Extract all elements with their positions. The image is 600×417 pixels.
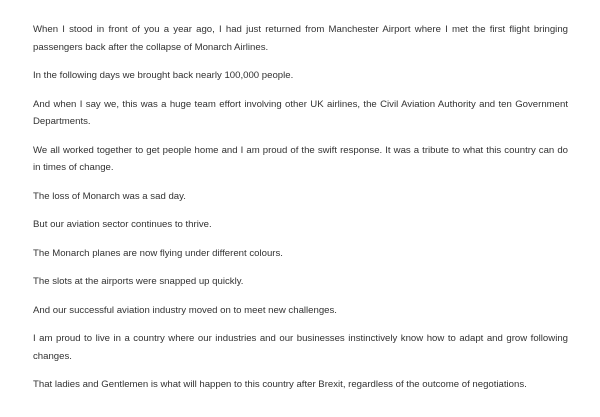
text-line: Departments. [33, 116, 91, 127]
text-line: passengers back after the collapse of Monarch Airlines. [33, 41, 269, 53]
text-line: And our successful aviation industry moved on to meet new challenges. [33, 304, 337, 316]
paragraph [33, 67, 568, 85]
paragraph [33, 96, 568, 131]
document-body [33, 21, 568, 405]
text-line: changes. [33, 350, 72, 362]
text-line: The Monarch planes are now flying under different colours. [33, 247, 283, 259]
paragraph [33, 273, 568, 291]
text-line: When I stood in front of you a year ago, I had just returned from Manchester Airport where I met the first flight bringing [33, 24, 568, 35]
text-line: We all worked together to get people home and I am proud of the swift response. It was a tribute to what this country can do [33, 144, 568, 156]
paragraph [33, 302, 568, 320]
paragraph [33, 376, 568, 394]
paragraph [33, 216, 568, 234]
paragraph [33, 245, 568, 263]
paragraph [33, 21, 568, 56]
paragraph [33, 330, 568, 365]
text-line: I am proud to live in a country where our industries and our businesses instinctively know how to adapt and grow following [33, 333, 568, 344]
text-line: That ladies and Gentlemen is what will happen to this country after Brexit, regardless of the outcome of negotiations. [33, 379, 527, 390]
text-line: But our aviation sector continues to thrive. [33, 219, 212, 230]
text-line: And when I say we, this was a huge team effort involving other UK airlines, the Civil Aviation Authority and ten Government [33, 98, 568, 110]
paragraph [33, 142, 568, 177]
text-line: The loss of Monarch was a sad day. [33, 190, 186, 202]
text-line: in times of change. [33, 162, 114, 173]
paragraph [33, 188, 568, 206]
text-line: The slots at the airports were snapped up quickly. [33, 276, 244, 287]
text-line: In the following days we brought back nearly 100,000 people. [33, 70, 294, 81]
